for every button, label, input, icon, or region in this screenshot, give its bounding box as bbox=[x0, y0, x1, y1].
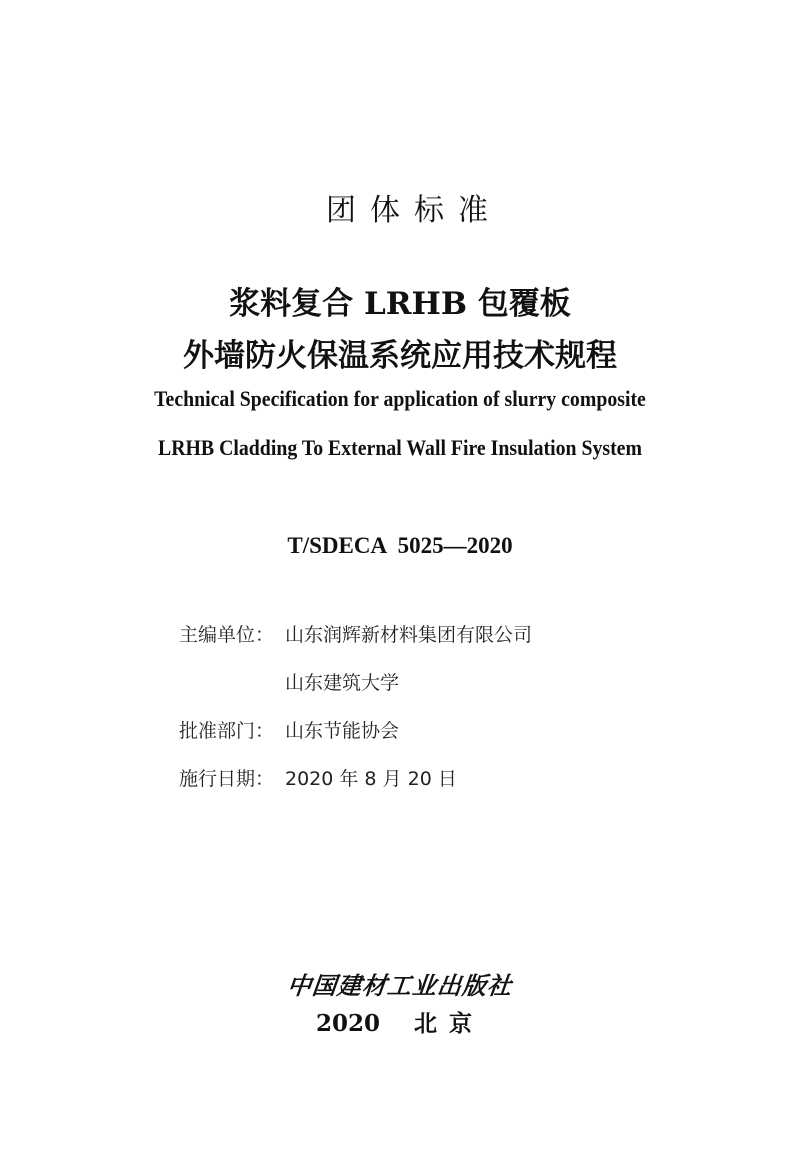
editor-org-1: 山东润辉新材料集团有限公司 bbox=[285, 624, 533, 646]
editor-org-2: 山东建筑大学 bbox=[285, 672, 400, 694]
approver-org: 山东节能协会 bbox=[285, 720, 400, 742]
publication-line bbox=[0, 1005, 800, 1038]
title-zh-line-2: 外墙防火保温系统应用技术规程 bbox=[183, 338, 617, 374]
document-type: 团体标准 bbox=[326, 193, 502, 228]
effective-date-row bbox=[179, 764, 457, 791]
publication-city: 北京 bbox=[414, 1010, 484, 1037]
approver-label: 批准部门： bbox=[179, 720, 275, 742]
editor-row bbox=[179, 620, 532, 647]
editor-row-2 bbox=[179, 668, 399, 695]
title-zh-line-1: 浆料复合 LRHB 包覆板 bbox=[229, 286, 571, 322]
publication-year: 2020 bbox=[315, 1010, 380, 1037]
effective-date: 2020 年 8 月 20 日 bbox=[285, 768, 457, 790]
editor-label: 主编单位： bbox=[179, 624, 275, 646]
approver-row bbox=[179, 716, 399, 743]
effective-label: 施行日期： bbox=[179, 768, 275, 790]
title-en-line-2: LRHB Cladding To External Wall Fire Insulation System bbox=[158, 435, 642, 460]
title-en-line-1: Technical Specification for application of slurry composite bbox=[154, 386, 646, 411]
standard-code: T/SDECA 5025—2020 bbox=[287, 533, 513, 558]
publisher-name: 中国建材工业出版社 bbox=[285, 971, 514, 1000]
